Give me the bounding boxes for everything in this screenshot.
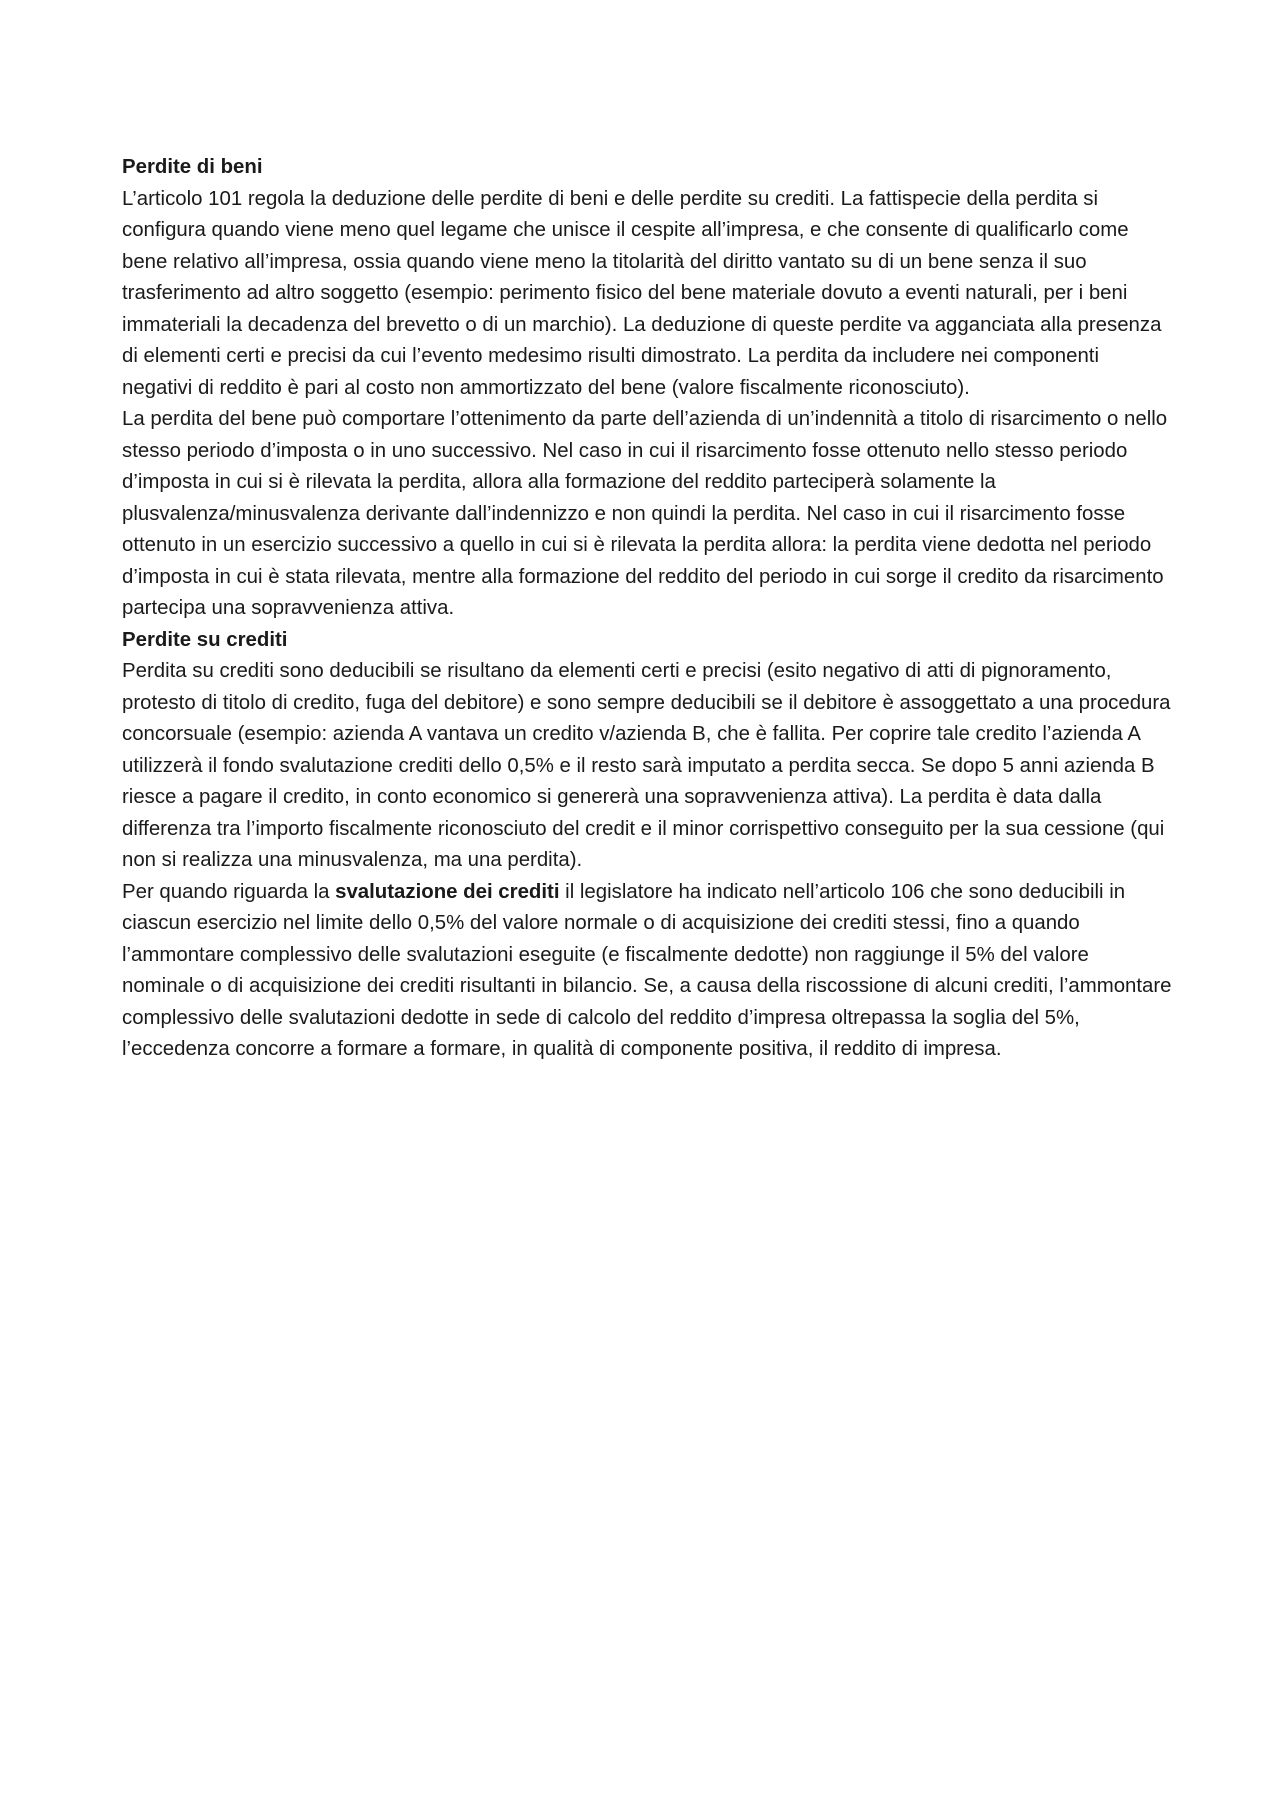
paragraph-perdite-di-beni-1: L’articolo 101 regola la deduzione delle perdite di beni e delle perdite su crediti. La fattispecie della perdita si configura quando viene meno quel legame che unisce il cespite all’impresa, e che consente di qualificarlo come bene relativo all’impresa, ossia quando viene meno la titolarità del diritto vantato su di un bene senza il suo trasferimento ad altro soggetto (esempio: perimento fisico del bene materiale dovuto a eventi naturali, per i beni immateriali la decadenza del brevetto o di un marchio). La deduzione di queste perdite va agganciata alla presenza di elementi certi e precisi da cui l’evento medesimo risulti dimostrato. La perdita da includere nei componenti negativi di reddito è pari al costo non ammortizzato del bene (valore fiscalmente riconosciuto). bbox=[122, 187, 1162, 399]
bold-term-svalutazione-crediti: svalutazione dei crediti bbox=[335, 880, 560, 903]
section-heading-perdite-su-crediti: Perdite su crediti bbox=[122, 628, 288, 651]
paragraph-svalutazione-crediti bbox=[122, 877, 1172, 1066]
document-body bbox=[122, 152, 1172, 1066]
section-heading-perdite-di-beni: Perdite di beni bbox=[122, 156, 263, 178]
paragraph-perdite-di-beni-2: La perdita del bene può comportare l’ottenimento da parte dell’azienda di un’indennità a titolo di risarcimento o nello stesso periodo d’imposta o in uno successivo. Nel caso in cui il risarcimento fosse ottenuto nello stesso periodo d’imposta in cui si è rilevata la perdita, allora alla formazione del reddito parteciperà solamente la plusvalenza/minusvalenza derivante dall’indennizzo e non quindi la perdita. Nel caso in cui il risarcimento fosse ottenuto in un esercizio successivo a quello in cui si è rilevata la perdita allora: la perdita viene dedotta nel periodo d’imposta in cui è stata rilevata, mentre alla formazione del reddito del periodo in cui sorge il credito da risarcimento partecipa una sopravvenienza attiva. bbox=[122, 408, 1168, 619]
paragraph-text-start: Per quando riguarda la bbox=[122, 880, 336, 903]
paragraph-text-end: il legislatore ha indicato nell’articolo 106 che sono deducibili in ciascun esercizio nel limite dello 0,5% del valore normale o di acquisizione dei crediti stessi, fino a quando l’ammontare complessivo delle svalutazioni eseguite (e fiscalmente dedotte) non raggiunge il 5% del valore nominale o di acquisizione dei crediti risultanti in bilancio. Se, a causa della riscossione di alcuni crediti, l’ammontare complessivo delle svalutazioni dedotte in sede di calcolo del reddito d’impresa oltrepassa la soglia del 5%, l’eccedenza concorre a formare a formare, in qualità di componente positiva, il reddito di impresa. bbox=[122, 880, 1172, 1060]
paragraph-perdite-su-crediti-1: Perdita su crediti sono deducibili se risultano da elementi certi e precisi (esito negativo di atti di pignoramento, protesto di titolo di credito, fuga del debitore) e sono sempre deducibili se il debitore è assoggettato a una procedura concorsuale (esempio: azienda A vantava un credito v/azienda B, che è fallita. Per coprire tale credito l’azienda A utilizzerà il fondo svalutazione crediti dello 0,5% e il resto sarà imputato a perdita secca. Se dopo 5 anni azienda B riesce a pagare il credito, in conto economico si genererà una sopravvenienza attiva). La perdita è data dalla differenza tra l’importo fiscalmente riconosciuto del credit e il minor corrispettivo conseguito per la sua cessione (qui non si realizza una minusvalenza, ma una perdita). bbox=[122, 660, 1171, 871]
